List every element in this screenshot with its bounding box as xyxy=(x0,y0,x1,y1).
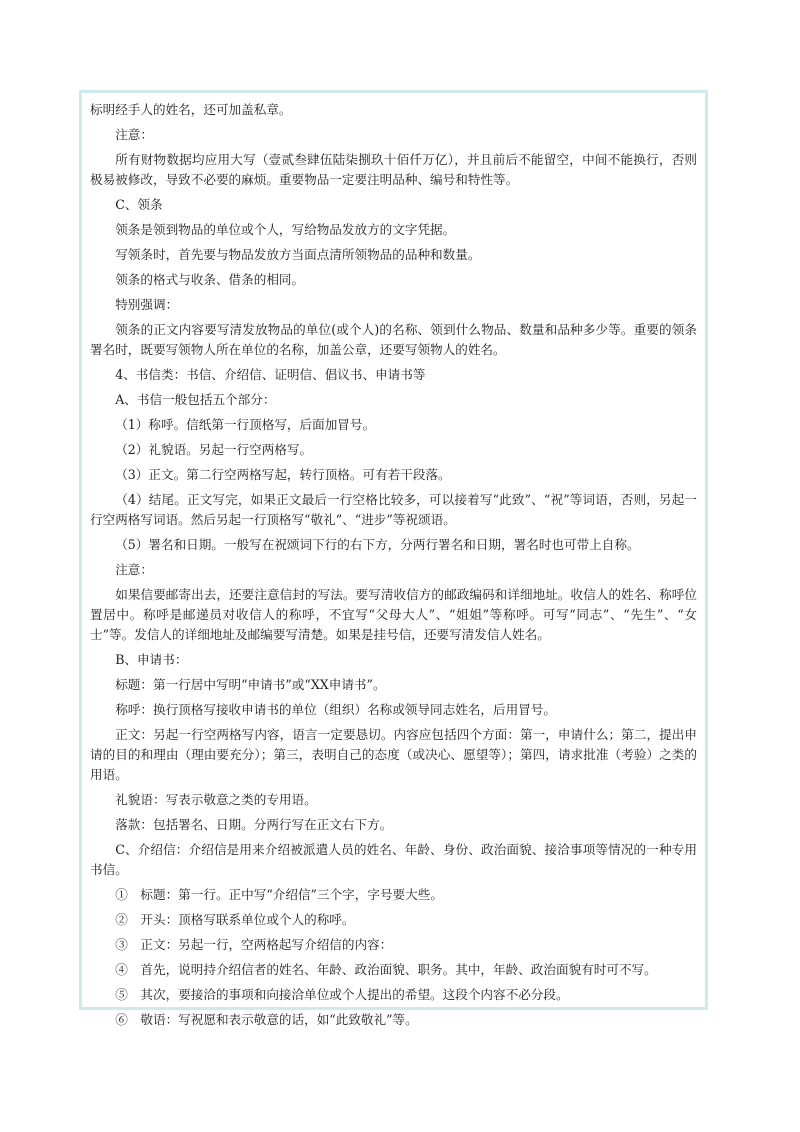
paragraph: 如果信要邮寄出去，还要注意信封的写法。要写清收信方的邮政编码和详细地址。收信人的姓名、称呼位置居中。称呼是邮递员对收信人的称呼，不宜写“父母大人”、“姐姐”等称呼。可写“同志”、“先生”、“女士”等。发信人的详细地址及邮编要写清楚。如果是挂号信，还要写清发信人姓名。 xyxy=(90,587,697,642)
document-frame xyxy=(79,90,708,1027)
paragraph: ④ 首先，说明持介绍信者的姓名、年龄、政治面貌、职务。其中，年龄、政治面貌有时可不写。 xyxy=(115,962,657,977)
paragraph: 礼貌语：写表示敬意之类的专用语。 xyxy=(115,792,317,807)
paragraph: ③ 正文：另起一行，空两格起写介绍信的内容： xyxy=(115,937,393,952)
paragraph: 所有财物数据均应用大写（壹贰叁肆伍陆柒捌玖十佰仟万亿），并且前后不能留空，中间不能换行，否则极易被修改，导致不必要的麻烦。重要物品一定要注明品种、编号和特性等。 xyxy=(90,152,697,187)
paragraph: B、申请书： xyxy=(115,652,188,667)
paragraph: （3）正文。第二行空两格写起，转行顶格。可有若干段落。 xyxy=(115,467,451,482)
paragraph: 称呼：换行顶格写接收申请书的单位（组织）名称或领导同志姓名，后用冒号。 xyxy=(115,702,556,717)
paragraph: 领条的格式与收条、借条的相同。 xyxy=(115,272,305,287)
paragraph: 领条是领到物品的单位或个人，写给物品发放方的文字凭据。 xyxy=(115,222,456,237)
paragraph: 4、书信类：书信、介绍信、证明信、倡议书、申请书等 xyxy=(115,367,426,382)
paragraph: （1）称呼。信纸第一行顶格写，后面加冒号。 xyxy=(115,417,376,432)
paragraph: ① 标题：第一行。正中写“介绍信”三个字，字号要大些。 xyxy=(115,887,443,902)
paragraph: C、介绍信：介绍信是用来介绍被派遣人员的姓名、年龄、身份、政治面貌、接洽事项等情况的一种专用书信。 xyxy=(90,842,697,877)
paragraph: ⑤ 其次，要接洽的事项和向接洽单位或个人提出的希望。这段个内容不必分段。 xyxy=(115,987,569,1002)
paragraph: 正文：另起一行空两格写内容，语言一定要恳切。内容应包括四个方面：第一，申请什么；第二，提出申请的目的和理由（理由要充分）；第三，表明自己的态度（或决心、愿望等）；第四，请求批准（考验）之类的用语。 xyxy=(90,727,697,782)
paragraph: C、领条 xyxy=(115,197,163,212)
paragraph: 特别强调： xyxy=(115,297,179,312)
paragraph: 注意： xyxy=(115,127,153,142)
paragraph: 标题：第一行居中写明“申请书”或“XX申请书”。 xyxy=(115,677,386,692)
paragraph: 注意： xyxy=(115,562,153,577)
paragraph: ⑥ 敬语：写祝愿和表示敬意的话，如“此致敬礼”等。 xyxy=(115,1012,418,1027)
paragraph: ② 开头：顶格写联系单位或个人的称呼。 xyxy=(115,912,355,927)
paragraph: 标明经手人的姓名，还可加盖私章。 xyxy=(90,102,292,117)
paragraph: 写领条时，首先要与物品发放方当面点清所领物品的品种和数量。 xyxy=(115,247,481,262)
paragraph: （4）结尾。正文写完，如果正文最后一行空格比较多，可以接着写“此致”、“祝”等词语，否则，另起一行空两格写词语。然后另起一行顶格写“敬礼”、“进步”等祝颂语。 xyxy=(90,492,697,527)
paragraph: 落款：包括署名、日期。分两行写在正文右下方。 xyxy=(115,817,393,832)
paragraph: A、书信一般包括五个部分： xyxy=(115,392,276,407)
paragraph: （2）礼貌语。另起一行空两格写。 xyxy=(115,442,313,457)
paragraph: （5）署名和日期。一般写在祝颂词下行的右下方，分两行署名和日期，署名时也可带上自称。 xyxy=(115,537,640,552)
paragraph: 领条的正文内容要写清发放物品的单位(或个人)的名称、领到什么物品、数量和品种多少等。重要的领条署名时，既要写领物人所在单位的名称，加盖公章，还要写领物人的姓名。 xyxy=(90,322,697,357)
